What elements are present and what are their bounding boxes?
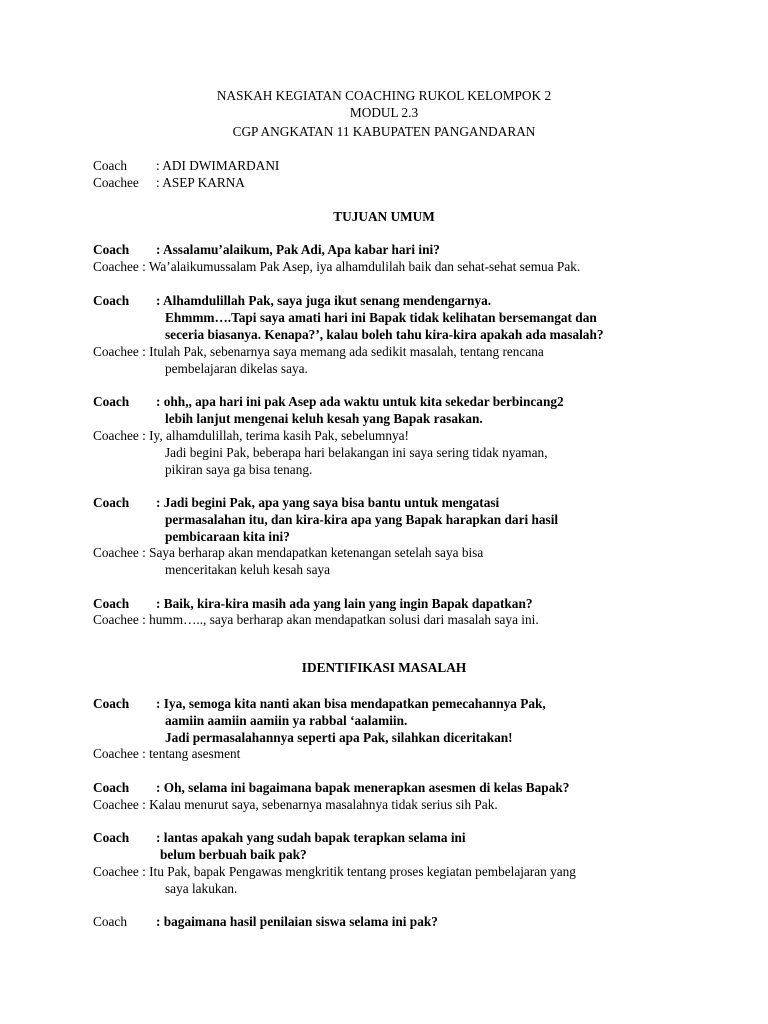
- section-heading-identifikasi-masalah: IDENTIFIKASI MASALAH: [301, 660, 467, 675]
- coach-line-continued: pembicaraan kita ini?: [165, 529, 290, 544]
- coachee-line-continued: pembelajaran dikelas saya.: [165, 361, 308, 376]
- coachee-line-continued: pikiran saya ga bisa tenang.: [165, 462, 313, 477]
- coach-line-continued: belum berbuah baik pak?: [160, 847, 307, 862]
- speaker-coach: Coach: [93, 596, 130, 611]
- coachee-line: Coachee : Itu Pak, bapak Pengawas mengkritik tentang proses kegiatan pembelajaran yang: [93, 864, 576, 879]
- coach-line: : ohh,, apa hari ini pak Asep ada waktu untuk kita sekedar berbincang2: [156, 394, 564, 409]
- coach-line-continued: aamiin aamiin aamiin ya rabbal ‘aalamiin.: [165, 713, 408, 728]
- coach-line-continued: Ehmmm….Tapi saya amati hari ini Bapak tidak kelihatan bersemangat dan: [165, 310, 597, 325]
- coach-line-continued: Jadi permasalahannya seperti apa Pak, silahkan diceritakan!: [165, 730, 513, 745]
- coach-line-continued: seceria biasanya. Kenapa?’, kalau boleh tahu kira-kira apakah ada masalah?: [165, 327, 604, 342]
- section-heading-tujuan-umum: TUJUAN UMUM: [333, 209, 435, 224]
- coach-line: : Jadi begini Pak, apa yang saya bisa bantu untuk mengatasi: [156, 495, 500, 510]
- speaker-coach: Coach: [93, 830, 130, 845]
- document-module: MODUL 2.3: [349, 105, 419, 120]
- coach-line-continued: permasalahan itu, dan kira-kira apa yang Bapak harapkan dari hasil: [165, 512, 559, 527]
- coach-name: : ADI DWIMARDANI: [156, 158, 280, 173]
- speaker-coach: Coach: [93, 696, 130, 711]
- coachee-line: Coachee : tentang asesment: [93, 746, 241, 761]
- speaker-coach: Coach: [93, 293, 130, 308]
- coachee-line: Coachee : humm….., saya berharap akan mendapatkan solusi dari masalah saya ini.: [93, 612, 539, 627]
- speaker-coach: Coach: [93, 394, 130, 409]
- coachee-line-continued: saya lakukan.: [165, 881, 238, 896]
- speaker-coach: Coach: [93, 495, 130, 510]
- coachee-line: Coachee : Iy, alhamdulillah, terima kasih Pak, sebelumnya!: [93, 428, 409, 443]
- coach-line: : lantas apakah yang sudah bapak terapkan selama ini: [156, 830, 466, 845]
- coach-line-continued: lebih lanjut mengenai keluh kesah yang Bapak rasakan.: [165, 411, 483, 426]
- speaker-coach: Coach: [93, 914, 127, 929]
- speaker-coach: Coach: [93, 780, 130, 795]
- document-subtitle: CGP ANGKATAN 11 KABUPATEN PANGANDARAN: [232, 124, 536, 139]
- coachee-label: Coachee: [93, 175, 139, 190]
- coach-line: : Assalamu’alaikum, Pak Adi, Apa kabar hari ini?: [156, 242, 440, 257]
- coach-line: : Baik, kira-kira masih ada yang lain yang ingin Bapak dapatkan?: [156, 596, 533, 611]
- coachee-line: Coachee : Saya berharap akan mendapatkan ketenangan setelah saya bisa: [93, 545, 484, 560]
- coachee-line-continued: Jadi begini Pak, beberapa hari belakangan ini saya sering tidak nyaman,: [165, 445, 548, 460]
- coach-line: : bagaimana hasil penilaian siswa selama ini pak?: [156, 914, 438, 929]
- speaker-coach: Coach: [93, 242, 130, 257]
- coachee-line-continued: menceritakan keluh kesah saya: [165, 562, 331, 577]
- coach-line: : Alhamdulillah Pak, saya juga ikut senang mendengarnya.: [156, 293, 492, 308]
- coach-line: : Oh, selama ini bagaimana bapak menerapkan asesmen di kelas Bapak?: [156, 780, 570, 795]
- document-title: NASKAH KEGIATAN COACHING RUKOL KELOMPOK 2: [216, 88, 552, 103]
- coach-label: Coach: [93, 158, 127, 173]
- coachee-line: Coachee : Itulah Pak, sebenarnya saya memang ada sedikit masalah, tentang rencana: [93, 344, 544, 359]
- coachee-name: : ASEP KARNA: [156, 175, 245, 190]
- coachee-line: Coachee : Wa’alaikumussalam Pak Asep, iya alhamdulilah baik dan sehat-sehat semua Pak.: [93, 259, 581, 274]
- coach-line: : Iya, semoga kita nanti akan bisa mendapatkan pemecahannya Pak,: [156, 696, 546, 711]
- coachee-line: Coachee : Kalau menurut saya, sebenarnya masalahnya tidak serius sih Pak.: [93, 797, 498, 812]
